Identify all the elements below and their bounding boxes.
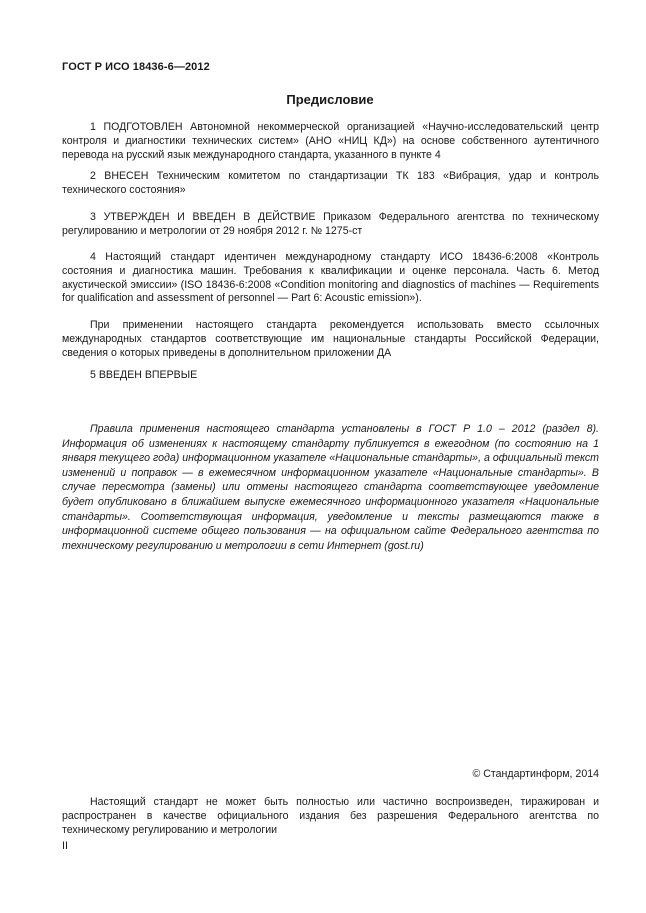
reproduction-notice: Настоящий стандарт не может быть полностью или частично воспроизведен, тиражирован и распространен в качестве официального издания без разрешения Федерального агентства по техническому регулированию и метрологии — [62, 796, 599, 836]
paragraph-3-text: 3 УТВЕРЖДЕН И ВВЕДЕН В ДЕЙСТВИЕ Приказом Федерального агентства по техническому регулированию и метрологии от 29 ноября 2012 г. № 1275-ст — [62, 211, 599, 237]
standard-id-header: ГОСТ Р ИСО 18436-6—2012 — [62, 61, 210, 73]
paragraph-reference-note — [62, 319, 599, 360]
copyright-line: © Стандартинформ, 2014 — [472, 768, 599, 780]
paragraph-2-text: 2 ВНЕСЕН Техническим комитетом по стандартизации ТК 183 «Вибрация, удар и контроль технического состояния» — [62, 170, 599, 196]
paragraph-1-text: 1 ПОДГОТОВЛЕН Автономной некоммерческой организацией «Научно-исследовательский центр контроля и диагностики технических систем» (АНО «НИЦ КД») на основе собственного аутентичного перевода на русский язык международного стандарта, указанного в пункте 4 — [62, 121, 599, 161]
reference-note-text: При применении настоящего стандарта рекомендуется использовать вместо ссылочных международных стандартов соответствующие им национальные стандарты Российской Федерации, сведения о которых приведены в дополнительном приложении ДА — [62, 319, 599, 359]
paragraph-3 — [62, 211, 599, 239]
page-number: II — [62, 840, 68, 852]
usage-rules-notice — [62, 422, 599, 553]
paragraph-4-text: 4 Настоящий стандарт идентичен международному стандарту ИСО 18436-6:2008 «Контроль состояния и диагностика машин. Требования к квалификации и оценке персонала. Часть 6. Метод акустической эмиссии» (ISO 18436-6:2008 «Condition monitoring and diagnostics of machines — Requirements for qualification and assessment of personnel — Part 6: Acoustic emission»). — [62, 251, 599, 305]
preface-title: Предисловие — [286, 92, 374, 107]
paragraph-1 — [62, 121, 599, 162]
paragraph-5-text: 5 ВВЕДЕН ВПЕРВЫЕ — [90, 369, 198, 381]
paragraph-4 — [62, 251, 599, 306]
paragraph-5 — [62, 369, 599, 383]
usage-rules-text: Правила применения настоящего стандарта установлены в ГОСТ Р 1.0 – 2012 (раздел 8). Информация об изменениях к настоящему стандарту публикуется в ежегодном (по состоянию на 1 января текущего года) информационном указателе «Национальные стандарты», а официальный текст изменений и поправок — в ежемесячном информационном указателе «Национальные стандарты». В случае пересмотра (замены) или отмены настоящего стандарта соответствующее уведомление будет опубликовано в ближайшем выпуске ежемесячного информационного указателя «Национальные стандарты». Соответствующая информация, уведомление и тексты размещаются также в информационной системе общего пользования — на официальном сайте Федерального агентства по техническому регулированию и метрологии в сети Интернет (gost.ru) — [62, 423, 599, 552]
paragraph-2 — [62, 170, 599, 198]
